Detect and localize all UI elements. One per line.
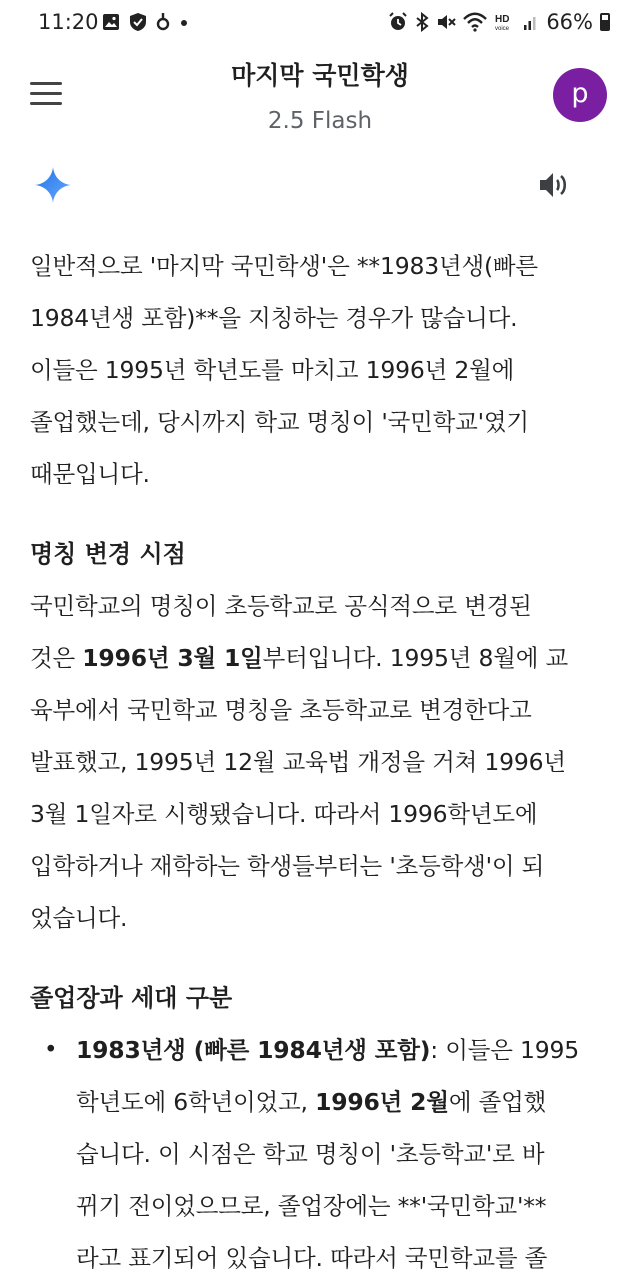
paragraph-line: 3월 1일자로 시행됐습니다. 따라서 1996학년도에 <box>30 800 538 828</box>
paragraph-line: 국민학교의 명칭이 초등학교로 공식적으로 변경된 <box>30 592 532 620</box>
mute-icon <box>436 12 456 32</box>
money-icon <box>156 12 170 32</box>
alarm-icon <box>388 12 408 32</box>
bullet-bold-label: 1983년생 (빠른 1984년생 포함) <box>76 1036 431 1064</box>
chat-title[interactable]: 마지막 국민학생 <box>231 61 409 90</box>
intro-line: 때문입니다. <box>30 460 150 488</box>
battery-icon <box>600 13 610 31</box>
bullet-line: 뀌기 전이었으므로, 졸업장에는 **'국민학교'** <box>76 1192 547 1220</box>
status-bar <box>0 0 640 48</box>
avatar[interactable]: p <box>553 68 607 122</box>
list-item <box>30 1024 615 1284</box>
dot-icon <box>179 12 189 32</box>
bold-date: 1996년 3월 1일 <box>82 644 263 672</box>
intro-paragraph <box>30 240 615 500</box>
response-icons-row <box>0 160 640 210</box>
bullet-line-post: 에 졸업했 <box>448 1088 547 1116</box>
paragraph-line: 발표했고, 1995년 12월 교육법 개정을 거쳐 1996년 <box>30 748 566 776</box>
paragraph-line-pre: 것은 <box>30 644 83 672</box>
section-heading-name-change: 명칭 변경 시점 <box>30 540 186 568</box>
status-right-icons <box>388 10 610 34</box>
svg-text:voice: voice <box>495 26 510 32</box>
paragraph-line: 육부에서 국민학교 명칭을 초등학교로 변경한다고 <box>30 696 532 724</box>
status-time: 11:20 <box>38 10 99 34</box>
intro-line: 이들은 1995년 학년도를 마치고 1996년 2월에 <box>30 356 515 384</box>
battery-percent: 66% <box>546 10 593 34</box>
gemini-sparkle-icon <box>34 166 72 204</box>
hd-voice-icon <box>494 12 516 32</box>
bullet-line-pre: 학년도에 6학년이었고, <box>76 1088 316 1116</box>
bold-date: 1996년 2월 <box>315 1088 449 1116</box>
paragraph-line: 입학하거나 재학하는 학생들부터는 '초등학생'이 되 <box>30 852 545 880</box>
bullet-dot: • <box>44 1037 58 1063</box>
status-left-icons <box>102 12 189 32</box>
wifi-icon <box>463 12 487 32</box>
intro-line: 일반적으로 '마지막 국민학생'은 **1983년생(빠른 <box>30 252 538 280</box>
bullet-line: 라고 표기되어 있습니다. 따라서 국민학교를 졸 <box>76 1244 548 1272</box>
paragraph-line-post: 부터입니다. 1995년 8월에 교 <box>262 644 569 672</box>
name-change-paragraph <box>30 580 615 944</box>
paragraph-line: 었습니다. <box>30 904 128 932</box>
signal-icon <box>523 12 539 32</box>
svg-text:HD: HD <box>495 14 510 25</box>
section-heading-generation: 졸업장과 세대 구분 <box>30 984 233 1012</box>
bullet-line: 습니다. 이 시점은 학교 명칭이 '초등학교'로 바 <box>76 1140 545 1168</box>
gallery-icon <box>102 13 120 31</box>
response-content <box>30 240 615 1284</box>
app-header <box>0 48 640 148</box>
model-selector[interactable]: 2.5 Flash <box>267 108 373 134</box>
intro-line: 1984년생 포함)**을 지칭하는 경우가 많습니다. <box>30 304 518 332</box>
intro-line: 졸업했는데, 당시까지 학교 명칭이 '국민학교'였기 <box>30 408 529 436</box>
bullet-line-post: : 이들은 1995 <box>430 1036 580 1064</box>
bluetooth-icon <box>415 12 429 32</box>
speaker-icon[interactable] <box>538 170 570 200</box>
shield-check-icon <box>129 12 147 32</box>
